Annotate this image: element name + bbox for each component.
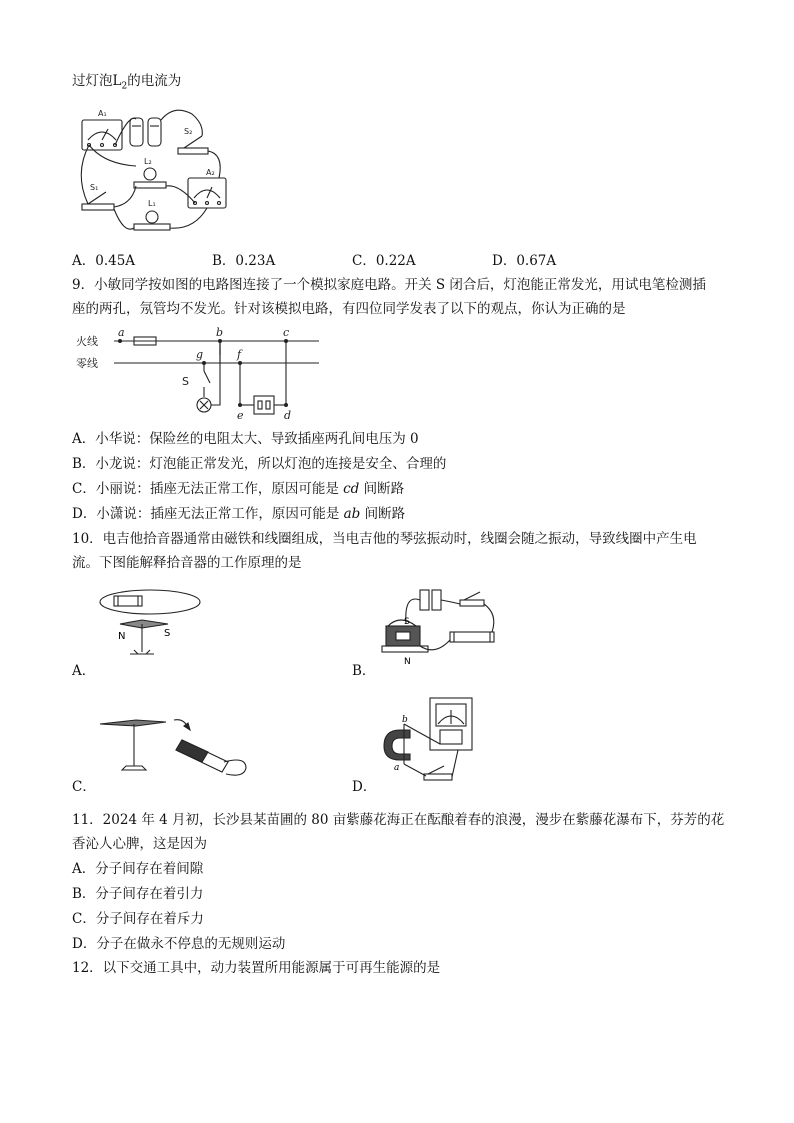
q9-label-live-wire: 火线 (76, 335, 98, 348)
q10-figure-d (380, 694, 480, 786)
q9-option-d-var: ab (343, 506, 361, 522)
q9-label-d: d (284, 409, 292, 422)
q9-option-c-var: cd (343, 481, 360, 497)
q10-stem-line2: 流。下图能解释拾音器的工作原理的是 (72, 555, 302, 571)
q8-stem-sub: 2 (121, 81, 128, 92)
q9-label-neutral-wire: 零线 (76, 357, 98, 370)
q10-fig-a-label-n: N (118, 631, 126, 642)
q11-stem-line2: 香沁人心脾，这是因为 (72, 836, 207, 852)
q8-stem-suffix: 的电流为 (127, 73, 182, 89)
q9-option-d-post: 间断路 (360, 506, 406, 522)
q8-label-l1: L₁ (148, 199, 156, 208)
q9-label-switch-s: S (182, 375, 189, 388)
q10-figure-a (96, 584, 206, 660)
q10-stem-line1: 10．电吉他拾音器通常由磁铁和线圈组成，当电吉他的琴弦振动时，线圈会随之振动，导致线圈中产生电 (72, 531, 697, 547)
q11-option-b[interactable]: B．分子间存在着引力 (72, 886, 204, 902)
q9-home-circuit-figure (74, 325, 324, 425)
q12-stem-line1: 12．以下交通工具中，动力装置所用能源属于可再生能源的是 (72, 960, 441, 976)
q9-option-c-post: 间断路 (359, 481, 405, 497)
q8-stem-prefix: 过灯泡 (72, 73, 113, 89)
q10-fig-b-label-s: S (404, 617, 410, 627)
q10-fig-d-label-b: b (402, 715, 408, 725)
q9-label-b: b (216, 326, 224, 339)
q11-option-a[interactable]: A．分子间存在着间隙 (72, 861, 204, 877)
q11-option-c[interactable]: C．分子间存在着斥力 (72, 911, 204, 927)
q9-option-b[interactable]: B．小龙说：灯泡能正常发光，所以灯泡的连接是安全、合理的 (72, 456, 447, 472)
q8-option-d[interactable]: D．0.67A (492, 253, 557, 269)
q8-label-s2: S₂ (184, 127, 193, 136)
q8-label-a2: A₂ (206, 168, 215, 177)
q8-option-a[interactable]: A．0.45A (72, 253, 136, 269)
q9-option-a[interactable]: A．小华说：保险丝的电阻太大、导致插座两孔间电压为 0 (72, 431, 419, 447)
q9-option-c-pre: C．小丽说：插座无法正常工作，原因可能是 (72, 481, 344, 497)
q11-option-d[interactable]: D．分子在做永不停息的无规则运动 (72, 936, 286, 952)
q9-label-c: c (283, 326, 290, 339)
q9-option-d-pre: D．小潇说：插座无法正常工作，原因可能是 (72, 506, 344, 522)
q8-label-l2: L₂ (144, 157, 152, 166)
q9-label-f: f (237, 348, 242, 361)
q8-stem-var: L (112, 73, 122, 89)
q9-label-a: a (118, 326, 125, 339)
q11-stem-line1: 11．2024 年 4 月初，长沙县某苗圃的 80 亩紫藤花海正在酝酿着春的浪漫，漫步在紫藤花瀑布下，芬芳的花 (72, 812, 725, 828)
q9-option-c[interactable] (72, 480, 404, 498)
q8-stem (72, 72, 181, 96)
q8-option-b[interactable]: B．0.23A (212, 253, 276, 269)
q8-label-s1: S₁ (90, 183, 99, 192)
q9-stem-line2: 座的两孔，氖管均不发光。针对该模拟电路，有四位同学发表了以下的观点，你认为正确的是 (72, 301, 626, 317)
q8-label-a1: A₁ (98, 109, 107, 118)
q10-fig-d-label-a: a (394, 763, 400, 773)
q9-label-e: e (237, 409, 244, 422)
q10-figure-b (380, 584, 500, 666)
q10-figure-c (96, 710, 266, 780)
q9-label-g: g (196, 348, 204, 361)
q9-option-d[interactable] (72, 505, 405, 523)
q8-circuit-figure (74, 104, 264, 242)
q10-option-a[interactable]: A． (72, 663, 96, 679)
q10-option-d[interactable]: D． (352, 779, 377, 795)
q10-fig-b-label-n: N (404, 657, 411, 667)
q8-option-c[interactable]: C．0.22A (352, 253, 416, 269)
q9-stem-line1: 9．小敏同学按如图的电路图连接了一个模拟家庭电路。开关 S 闭合后，灯泡能正常发光，用试电笔检测插 (72, 277, 706, 293)
q10-option-b[interactable]: B． (352, 663, 376, 679)
q10-option-c[interactable]: C． (72, 779, 96, 795)
q10-fig-a-label-s: S (164, 628, 171, 639)
